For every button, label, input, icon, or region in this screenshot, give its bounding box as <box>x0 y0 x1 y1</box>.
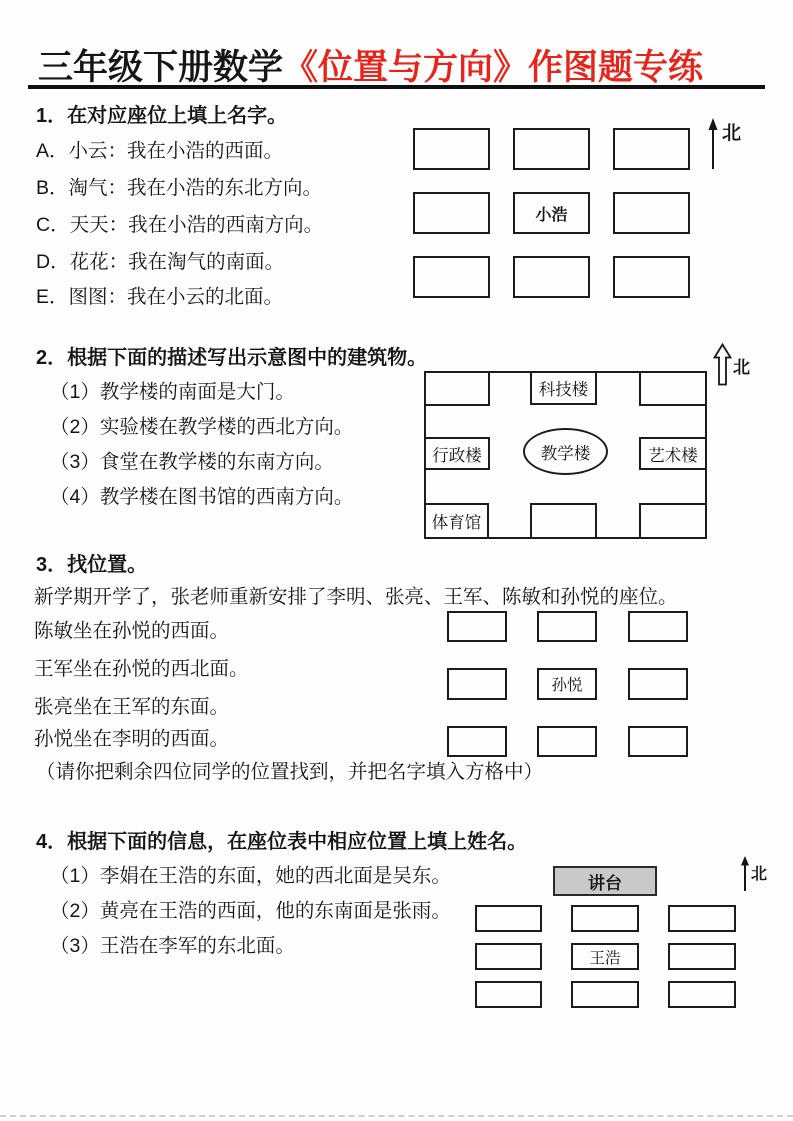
q2-building-box-yishu: 艺术楼 <box>639 437 707 470</box>
q1-compass <box>705 116 742 177</box>
q3-seat-box <box>628 726 688 757</box>
page-cut-line <box>0 1115 793 1117</box>
q3-clue-1: 陈敏坐在孙悦的西面。 <box>34 620 230 642</box>
q4-item-3: （3）王浩在李军的东北面。 <box>50 935 295 957</box>
q1-seat-box <box>413 256 490 298</box>
q3-clue-3: 张亮坐在王军的东面。 <box>34 696 230 718</box>
q2-campus-map <box>424 371 707 539</box>
q4-item-2: （2）黄亮在王浩的西面，他的东南面是张雨。 <box>50 900 451 922</box>
q1-seat-box <box>513 128 590 170</box>
north-label: 北 <box>751 866 768 883</box>
q3-seat-box <box>628 668 688 700</box>
q4-seat-box <box>475 905 542 932</box>
q2-building-box-keji: 科技楼 <box>530 371 597 405</box>
q4-compass <box>738 855 768 898</box>
q1-item-e: E．图图：我在小云的北面。 <box>36 286 284 308</box>
q3-clue-2: 王军坐在孙悦的西北面。 <box>34 658 249 680</box>
q4-seat-box <box>668 905 736 932</box>
q3-seat-box <box>537 726 597 757</box>
q3-note: （请你把剩余四位同学的位置找到，并把名字填入方格中） <box>36 761 544 783</box>
q2-item-3: （3）食堂在教学楼的东南方向。 <box>50 451 334 473</box>
q1-seat-box <box>613 192 690 234</box>
q2-building-box-xingzheng: 行政楼 <box>424 437 490 470</box>
q2-item-2: （2）实验楼在教学楼的西北方向。 <box>50 416 354 438</box>
page-title-black: 三年级下册数学 <box>38 48 284 87</box>
q1-heading: 1．在对应座位上填上名字。 <box>36 105 288 127</box>
q2-compass <box>713 343 750 391</box>
q4-podium: 讲台 <box>553 866 657 896</box>
q1-seat-box <box>613 128 690 170</box>
q2-item-4: （4）教学楼在图书馆的西南方向。 <box>50 486 354 508</box>
north-label: 北 <box>722 123 742 144</box>
q4-seat-box <box>571 981 639 1008</box>
title-divider <box>28 85 765 89</box>
q3-seat-box <box>447 668 507 700</box>
q3-heading: 3．找位置。 <box>36 554 148 576</box>
q2-building-ellipse-jiaoxue: 教学楼 <box>523 428 608 475</box>
q4-seat-box-wanghao: 王浩 <box>571 943 639 970</box>
q3-seat-box <box>537 611 597 642</box>
q2-building-box-tiyu: 体育馆 <box>424 503 489 539</box>
q1-item-d: D．花花：我在淘气的南面。 <box>36 251 285 273</box>
q1-seat-box-xiaohao: 小浩 <box>513 192 590 234</box>
q1-seat-box <box>613 256 690 298</box>
q2-item-1: （1）教学楼的南面是大门。 <box>50 381 295 403</box>
north-arrow-icon <box>705 116 721 172</box>
q3-seat-box <box>628 611 688 642</box>
q4-seat-box <box>668 943 736 970</box>
q4-item-1: （1）李娟在王浩的东面，她的西北面是吴东。 <box>50 865 451 887</box>
q1-seat-box <box>413 192 490 234</box>
q4-seat-box <box>668 981 736 1008</box>
q2-heading: 2．根据下面的描述写出示意图中的建筑物。 <box>36 347 428 369</box>
q3-seat-box <box>447 611 507 642</box>
north-label: 北 <box>733 358 750 377</box>
q1-seat-box <box>513 256 590 298</box>
page-title-red: 《位置与方向》作图题专练 <box>283 48 704 87</box>
q2-building-box-empty <box>639 371 707 406</box>
q2-building-box-empty <box>530 503 597 539</box>
q2-building-box-empty <box>639 503 707 539</box>
q4-seat-box <box>571 905 639 932</box>
page-title <box>38 40 768 90</box>
q1-item-a: A．小云：我在小浩的西面。 <box>36 140 284 162</box>
q1-item-c: C．天天：我在小浩的西南方向。 <box>36 214 324 236</box>
q1-seat-box <box>413 128 490 170</box>
q3-seat-box <box>447 726 507 757</box>
q3-seat-box-sunyue: 孙悦 <box>537 668 597 700</box>
q4-seat-box <box>475 943 542 970</box>
q3-clue-4: 孙悦坐在李明的西面。 <box>34 728 230 750</box>
q3-intro: 新学期开学了，张老师重新安排了李明、张亮、王军、陈敏和孙悦的座位。 <box>34 586 678 608</box>
north-arrow-icon <box>738 855 752 893</box>
q1-item-b: B．淘气：我在小浩的东北方向。 <box>36 177 323 199</box>
north-arrow-outline-icon <box>713 343 732 386</box>
q4-heading: 4．根据下面的信息，在座位表中相应位置上填上姓名。 <box>36 831 528 853</box>
q2-building-box-empty <box>424 371 490 406</box>
q4-seat-box <box>475 981 542 1008</box>
